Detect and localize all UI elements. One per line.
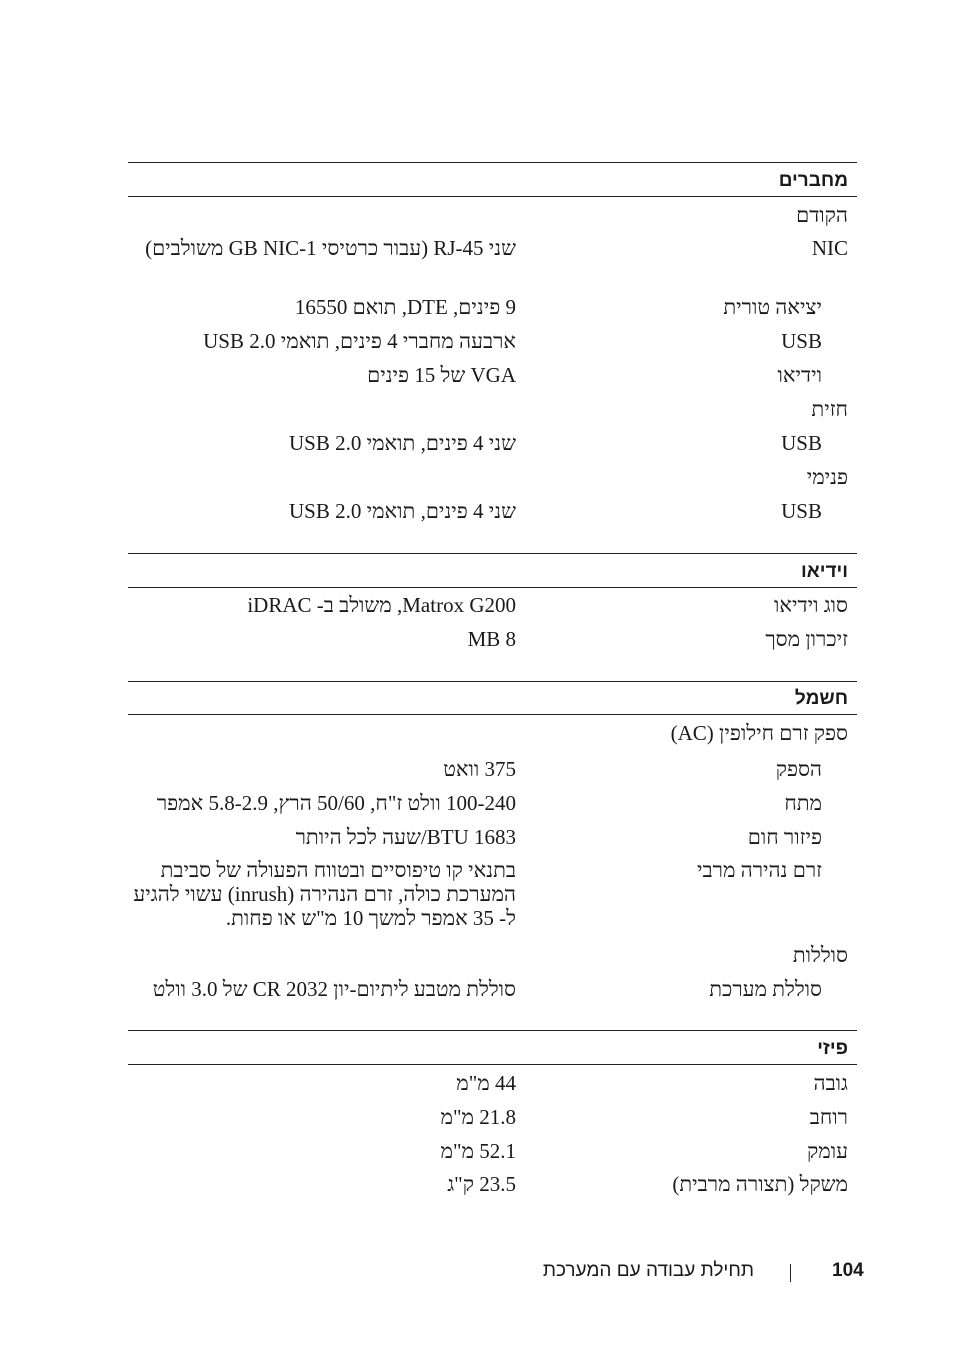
row-label: סוללות xyxy=(792,943,848,967)
section-heading-rule xyxy=(128,587,857,588)
section-top-rule xyxy=(128,681,857,682)
footer-divider xyxy=(790,1264,791,1282)
row-label: רוחב xyxy=(809,1105,848,1129)
row-value: 100-240 וולט ז"ח, 50/60 הרץ, 5.8-2.9 אמפר xyxy=(156,791,516,815)
row-label: USB xyxy=(781,499,822,523)
row-label: סוללת מערכת xyxy=(709,977,822,1001)
row-value: שני 4 פינים, תואמי USB 2.0 xyxy=(288,499,516,523)
row-label: גובה xyxy=(813,1071,848,1095)
row-label: NIC xyxy=(811,236,848,260)
row-value: 375 וואט xyxy=(443,757,516,781)
section-top-rule xyxy=(128,162,857,163)
section-heading-video: וידיאו xyxy=(801,561,848,582)
row-value: שני RJ-45 (עבור כרטיסי 1-GB NIC משולבים) xyxy=(145,236,516,260)
row-value: 52.1 מ"מ xyxy=(440,1139,516,1163)
section-heading-rule xyxy=(128,714,857,715)
row-value: 8 MB xyxy=(467,627,516,651)
row-label: סוג וידיאו xyxy=(774,593,848,617)
row-label: זרם נהירה מרבי xyxy=(697,858,822,882)
section-top-rule xyxy=(128,1030,857,1031)
section-heading-physical: פיזי xyxy=(817,1038,848,1059)
row-label: פיזור חום xyxy=(747,825,822,849)
row-label: משקל (תצורה מרבית) xyxy=(672,1172,848,1196)
section-heading-connectors: מחברים xyxy=(778,170,848,191)
row-value: ארבעה מחברי 4 פינים, תואמי USB 2.0 xyxy=(203,329,516,353)
row-label: פנימי xyxy=(806,465,848,489)
row-label: חזית xyxy=(811,397,848,421)
row-value: סוללת מטבע ליתיום-יון CR 2032 של 3.0 וולט xyxy=(152,977,516,1001)
page-number: 104 xyxy=(832,1260,864,1281)
row-label: מתח xyxy=(784,791,822,815)
row-label: עומק xyxy=(807,1139,848,1163)
row-label: זיכרון מסך xyxy=(765,627,848,651)
row-label: USB xyxy=(781,329,822,353)
section-heading-power: חשמל xyxy=(794,688,848,709)
running-footer-title: תחילת עבודה עם המערכת xyxy=(542,1260,754,1281)
section-top-rule xyxy=(128,553,857,554)
row-value: 9 פינים, DTE, תואם 16550 xyxy=(294,295,516,319)
row-label: USB xyxy=(781,431,822,455)
row-value: שני 4 פינים, תואמי USB 2.0 xyxy=(288,431,516,455)
row-value: VGA של 15 פינים xyxy=(367,363,516,387)
row-label: הקודם xyxy=(796,203,848,227)
row-value: 23.5 ק"ג xyxy=(447,1172,516,1196)
row-label: ספק זרם חילופין (AC) xyxy=(670,721,848,745)
row-value: Matrox G200, משולב ב- iDRAC xyxy=(247,593,516,617)
row-value: 44 מ"מ xyxy=(456,1071,516,1095)
section-heading-rule xyxy=(128,196,857,197)
row-value: בתנאי קו טיפוסיים ובטווח הפעולה של סביבת המערכת כולה, זרם הנהירה (inrush) עשוי להגיע ל- 35 אמפר למשך 10 מ"ש או פחות. xyxy=(133,858,516,930)
row-value: 1683 BTU/שעה לכל היותר xyxy=(295,825,516,849)
row-label: הספק xyxy=(775,757,822,781)
row-label: יציאה טורית xyxy=(723,295,822,319)
row-value: 21.8 מ"מ xyxy=(440,1105,516,1129)
section-heading-rule xyxy=(128,1064,857,1065)
row-label: וידיאו xyxy=(777,363,822,387)
